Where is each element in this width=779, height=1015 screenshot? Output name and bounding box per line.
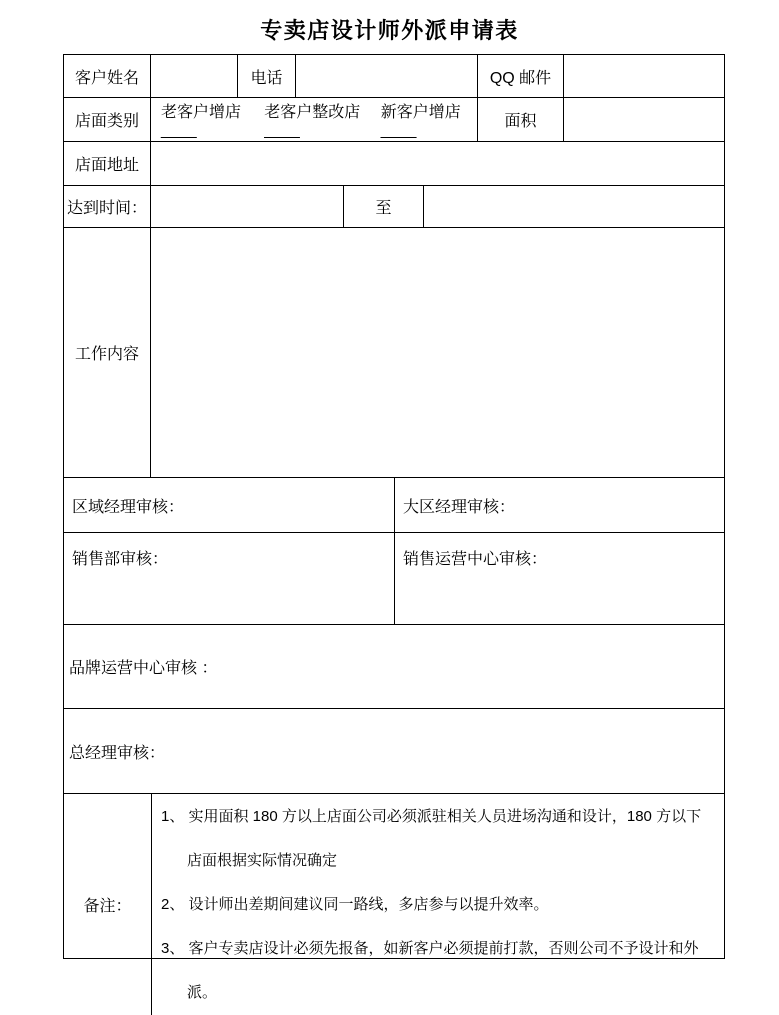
remarks-content	[152, 794, 724, 1015]
sales-ops-center-approval-cell[interactable]	[395, 533, 724, 624]
brand-ops-center-approval-label: 品牌运营中心审核 ：	[69, 660, 218, 677]
option-old-customer-new-store[interactable]: 老客户增店____	[161, 104, 242, 139]
remarks-item-1: 1、 实用面积 180 方以上店面公司必须派驻相关人员进场沟通和设计，180 方以下店面根据实际情况确定	[161, 808, 702, 869]
store-type-label: 店面类别	[64, 98, 151, 141]
row-store-address	[64, 142, 724, 186]
option-new-customer-new-store[interactable]: 新客户增店____	[380, 104, 461, 139]
sales-ops-center-approval-label: 销售运营中心审核：	[403, 551, 548, 568]
store-type-options	[151, 98, 478, 141]
row-manager-approval	[64, 478, 724, 533]
option-old-customer-remodel-store[interactable]: 老客户整改店____	[264, 104, 361, 139]
customer-name-label: 客户姓名	[64, 55, 151, 97]
remarks-label: 备注：	[64, 794, 152, 1015]
qq-mail-label: QQ 邮件	[478, 55, 564, 97]
row-brand-ops-approval	[64, 625, 724, 709]
area-field[interactable]	[564, 98, 724, 141]
store-address-field[interactable]	[151, 142, 724, 185]
row-remarks	[64, 794, 724, 1015]
row-work-content	[64, 228, 724, 478]
arrival-time-from-field[interactable]	[151, 186, 344, 227]
customer-name-field[interactable]	[151, 55, 238, 97]
sales-dept-approval-cell[interactable]	[64, 533, 395, 624]
regional-manager-approval-cell[interactable]	[64, 478, 395, 532]
form-title: 专卖店设计师外派申请表	[260, 18, 519, 43]
store-address-label: 店面地址	[64, 142, 151, 185]
work-content-label: 工作内容	[64, 228, 151, 477]
application-form-table	[63, 54, 725, 1001]
brand-ops-center-approval-cell[interactable]	[64, 625, 724, 708]
row-arrival-time	[64, 186, 724, 228]
work-content-field[interactable]	[151, 228, 724, 477]
area-label: 面积	[478, 98, 564, 141]
row-store-type	[64, 98, 724, 142]
phone-field[interactable]	[296, 55, 478, 97]
phone-label: 电话	[238, 55, 296, 97]
row-sales-approval	[64, 533, 724, 625]
district-manager-approval-cell[interactable]	[395, 478, 724, 532]
regional-manager-approval-label: 区域经理审核：	[72, 498, 185, 516]
sales-dept-approval-label: 销售部审核：	[72, 551, 169, 568]
arrival-time-to-field[interactable]	[424, 186, 724, 227]
qq-mail-field[interactable]	[564, 55, 724, 97]
district-manager-approval-label: 大区经理审核：	[403, 498, 516, 516]
row-customer-info	[64, 55, 724, 98]
general-manager-approval-label: 总经理审核：	[69, 744, 166, 762]
general-manager-approval-cell[interactable]	[64, 709, 724, 793]
remarks-item-2: 2、 设计师出差期间建议同一路线，多店参与以提升效率。	[161, 896, 549, 913]
row-general-manager-approval	[64, 709, 724, 794]
arrival-time-label: 达到时间：	[64, 186, 151, 227]
to-label: 至	[344, 186, 424, 227]
remarks-item-3: 3、 客户专卖店设计必须先报备，如新客户必须提前打款，否则公司不予设计和外派。	[161, 940, 699, 1001]
